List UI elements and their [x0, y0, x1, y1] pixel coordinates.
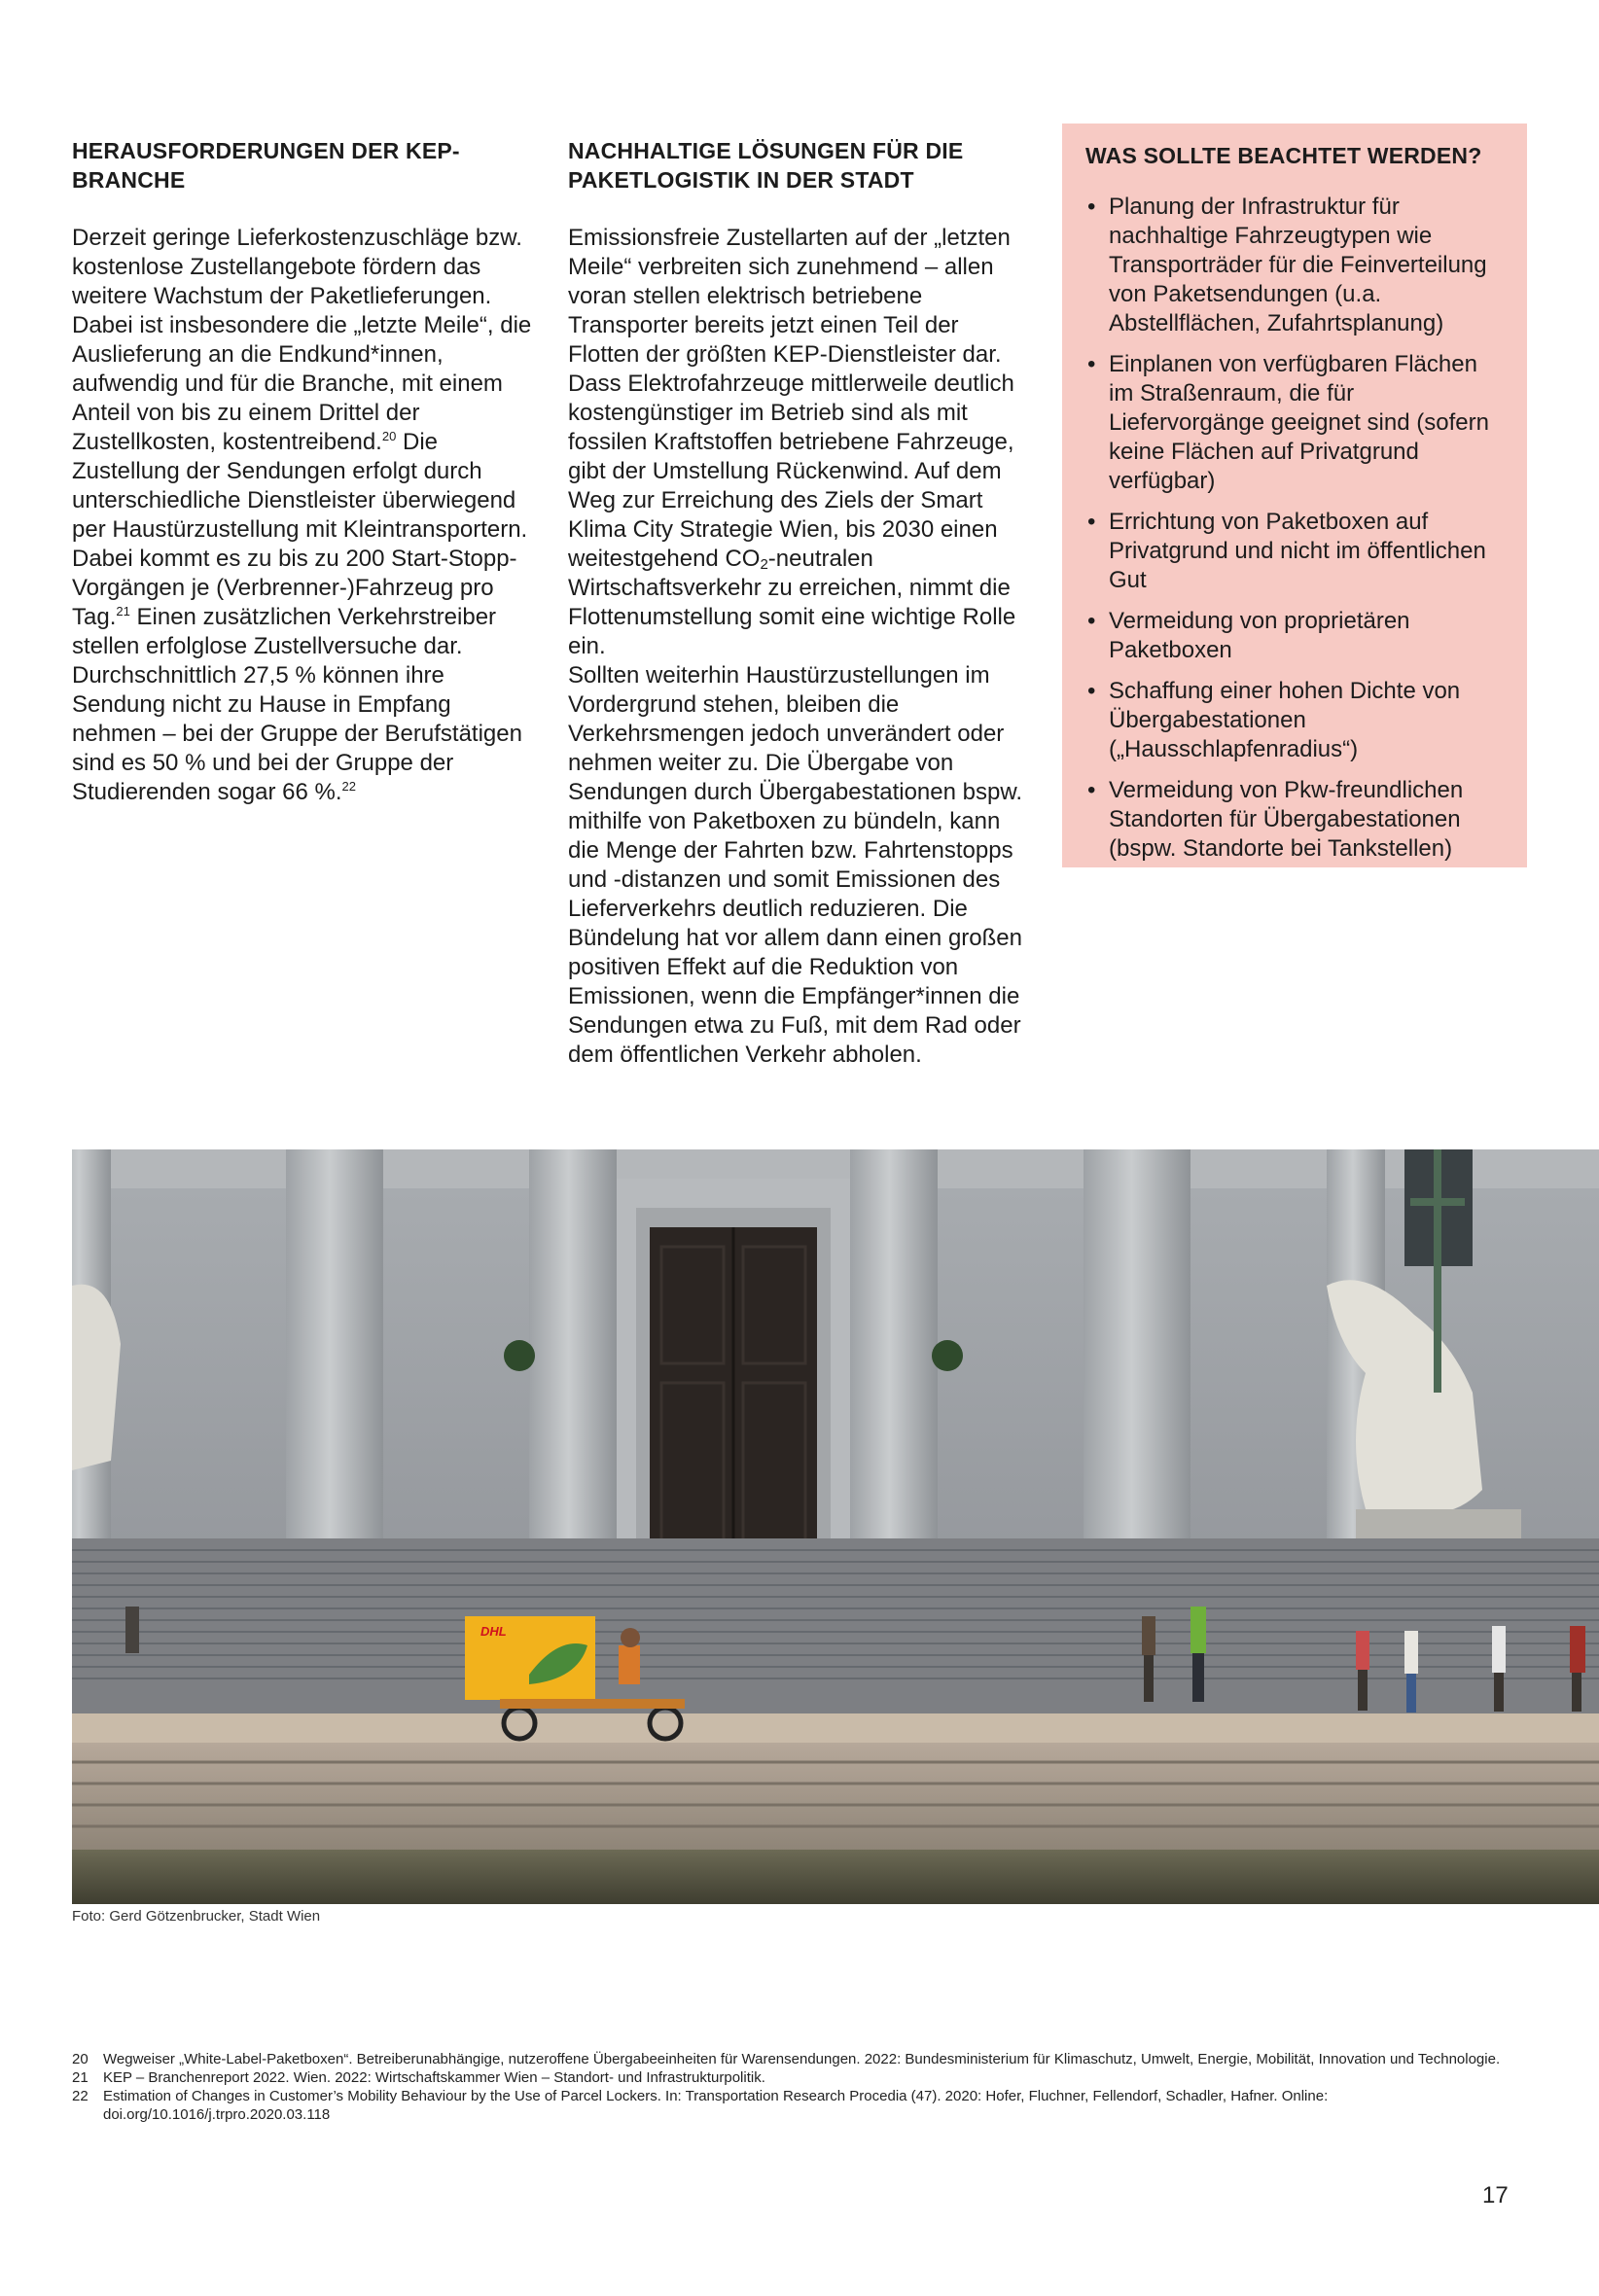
box-heading: WAS SOLLTE BEACHTET WERDEN?	[1085, 143, 1482, 168]
pond-water	[72, 1850, 1599, 1904]
list-item	[1085, 193, 1504, 338]
footnote-number: 21	[72, 2069, 89, 2086]
list-item	[1085, 607, 1504, 665]
list-item-text: Schaffung einer hohen Dichte von Übergabestationen („Hausschlapfenradius“)	[1109, 678, 1461, 762]
paragraph-emission-free	[568, 224, 1035, 661]
footnote-number: 22	[72, 2088, 89, 2104]
column	[1084, 1149, 1190, 1558]
footnote-22	[72, 2087, 1511, 2124]
footnote-ref-21: 21	[116, 604, 130, 618]
footnote-20	[72, 2050, 1511, 2068]
list-item	[1085, 677, 1504, 764]
text-segment: Emissionsfreie Zustellarten auf der „letzten Meile“ verbreiten sich zunehmend – allen voran stellen elektrisch betriebene Transporter bereits jetzt einen Teil der Flotten der größten KEP-Dienstleister dar. Dass Elektrofahrzeuge mittlerweile deutlich kostengünstiger im Betrieb sind als mit fossilen Kraftstoffen betriebene Fahrzeuge, gibt der Umstellung Rückenwind. Auf dem Weg zur Erreichung des Ziels der Smart Klima City Strategie Wien, bis 2030 einen weitestgehend CO	[568, 225, 1014, 572]
lower-steps	[72, 1743, 1599, 1850]
plaza	[72, 1713, 1599, 1743]
wreath	[932, 1340, 963, 1371]
paragraph-bundling: Sollten weiterhin Haustürzustellungen im Vordergrund stehen, bleiben die Verkehrsmengen jedoch unverändert oder nehmen weiter zu. Die Übergabe von Sendungen durch Übergabestationen bspw. mithilfe von Paketboxen zu bündeln, kann die Menge der Fahrten bzw. Fahrtenstopps und -distanzen und somit Emissionen des Lieferverkehrs deutlich reduzieren. Die Bündelung hat vor allem dann einen großen positiven Effekt auf die Reduktion von Emissionen, wenn die Empfänger*innen die Sendungen etwa zu Fuß, mit dem Rad oder dem öffentlichen Verkehr abholen.	[568, 662, 1023, 1068]
info-box-considerations	[1062, 124, 1527, 867]
list-item	[1085, 508, 1504, 595]
wreath	[504, 1340, 535, 1371]
list-item-text: Einplanen von verfügbaren Flächen im Straßenraum, die für Liefervorgänge geeignet sind (sofern keine Flächen auf Privatgrund verfügbar)	[1109, 351, 1489, 494]
column	[529, 1149, 617, 1558]
bullet-icon: •	[1087, 608, 1096, 634]
column-kep-challenges	[72, 136, 539, 807]
bullet-icon: •	[1087, 678, 1096, 704]
person	[1142, 1616, 1155, 1655]
page-number: 17	[1482, 2182, 1509, 2208]
bullet-icon: •	[1087, 509, 1096, 535]
paragraph-kep-challenges	[72, 224, 539, 807]
heading-sustainable-solutions: NACHHALTIGE LÖSUNGEN FÜR DIE PAKETLOGISTIK IN DER STADT	[568, 138, 964, 193]
bullet-icon: •	[1087, 777, 1096, 803]
text-segment: Einen zusätzlichen Verkehrstreiber stellen erfolglose Zustellversuche dar. Durchschnittlich 27,5 % können ihre Sendung nicht zu Hause in Empfang nehmen – bei der Gruppe der Berufstätigen sind es 50 % und bei der Gruppe der Studierenden sogar 66 %.	[72, 604, 522, 805]
list-item-text: Errichtung von Paketboxen auf Privatgrund und nicht im öffentlichen Gut	[1109, 509, 1486, 593]
list-item-text: Planung der Infrastruktur für nachhaltige Fahrzeugtypen wie Transporträder für die Feinverteilung von Paketsendungen (u.a. Abstellflächen, Zufahrtsplanung)	[1109, 194, 1487, 336]
list-item-text: Vermeidung von Pkw-freundlichen Standorten für Übergabestationen (bspw. Standorte bei Tankstellen)	[1109, 777, 1464, 862]
footnote-number: 20	[72, 2051, 89, 2067]
column	[850, 1149, 938, 1558]
footnote-21	[72, 2068, 1511, 2087]
person	[1190, 1607, 1206, 1653]
footnote-ref-22: 22	[341, 779, 356, 794]
co2-subscript: 2	[760, 556, 768, 573]
bullet-icon: •	[1087, 194, 1096, 220]
list-item-text: Vermeidung von proprietären Paketboxen	[1109, 608, 1410, 663]
text-segment: Die Zustellung der Sendungen erfolgt durch unterschiedliche Dienstleister überwiegend per Haustürzustellung mit Kleintransportern. Dabei kommt es zu bis zu 200 Start-Stopp-Vorgängen je (Verbrenner-)Fahrzeug pro Tag.	[72, 429, 528, 630]
list-item	[1085, 776, 1504, 864]
bullet-icon: •	[1087, 351, 1096, 377]
person	[1570, 1626, 1585, 1673]
text-segment: -neutralen Wirtschaftsverkehr zu erreichen, nimmt die Flottenumstellung somit eine wichtige Rolle ein.	[568, 546, 1016, 659]
person	[1356, 1631, 1369, 1670]
footnote-text: Estimation of Changes in Customer’s Mobility Behaviour by the Use of Parcel Lockers. In: Transportation Research Procedia (47). 2020: Hofer, Fluchner, Fellendorf, Schadler, Hafner. Online: doi.org/10.1016/j.trpro.2020.03.118	[103, 2088, 1329, 2123]
column	[286, 1149, 383, 1558]
cyclist	[619, 1645, 640, 1684]
person	[1404, 1631, 1418, 1674]
considerations-list	[1085, 193, 1504, 864]
footnote-text: KEP – Branchenreport 2022. Wien. 2022: Wirtschaftskammer Wien – Standort- und Infrastrukturpolitik.	[103, 2069, 765, 2086]
text-segment: Derzeit geringe Lieferkostenzuschläge bzw. kostenlose Zustellangebote fördern das weitere Wachstum der Paketlieferungen. Dabei ist insbesondere die „letzte Meile“, die Auslieferung an die Endkund*innen, aufwendig und für die Branche, mit einem Anteil von bis zu einem Drittel der Zustellkosten, kostentreibend.	[72, 225, 532, 455]
footnote-ref-20: 20	[381, 429, 397, 443]
person	[125, 1607, 139, 1653]
column-sustainable-solutions	[568, 136, 1035, 1070]
photo-karlskirche-cargo-bike	[72, 1149, 1599, 1904]
cargo-box-logo: DHL	[480, 1624, 507, 1639]
person	[1492, 1626, 1506, 1673]
list-item	[1085, 350, 1504, 496]
footnotes	[72, 2050, 1511, 2124]
photo-credit: Foto: Gerd Götzenbrucker, Stadt Wien	[72, 1908, 321, 1925]
heading-kep-challenges: HERAUSFORDERUNGEN DER KEP-BRANCHE	[72, 138, 460, 193]
footnote-text: Wegweiser „White-Label-Paketboxen“. Betreiberunabhängige, nutzeroffene Übergabeeinheiten für Warensendungen. 2022: Bundesministerium für Klimaschutz, Umwelt, Energie, Mobilität, Innovation und Technologie.	[103, 2051, 1501, 2067]
